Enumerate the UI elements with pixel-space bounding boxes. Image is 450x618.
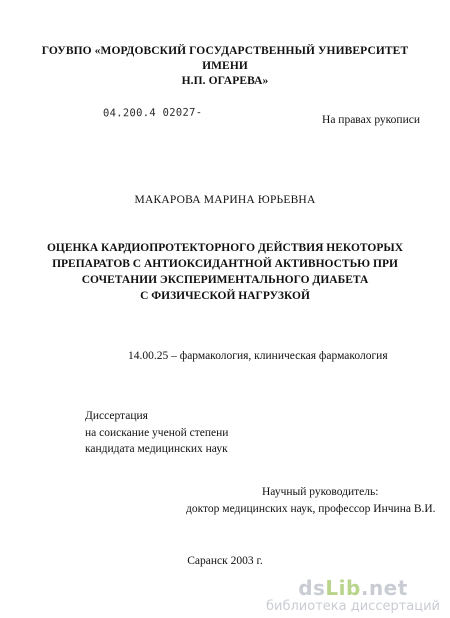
- institution-line-2: Н.П. ОГАРЕВА»: [181, 75, 269, 87]
- degree-line: Диссертация: [85, 410, 148, 422]
- library-stamp-number: 04.200.4 02027-: [102, 106, 203, 120]
- city-year: Саранск 2003 г.: [187, 555, 263, 567]
- institution-header: [20, 44, 430, 89]
- watermark-logo-lib: Lib: [325, 576, 361, 600]
- title-line: ПРЕПАРАТОВ С АНТИОКСИДАНТНОЙ АКТИВНОСТЬЮ ПРИ: [52, 258, 398, 270]
- watermark-logo-net: .net: [360, 576, 408, 600]
- degree-block: [85, 408, 228, 458]
- supervisor-name: доктор медицинских наук, профессор Инчина В.И.: [186, 503, 436, 515]
- title-line: С ФИЗИЧЕСКОЙ НАГРУЗКОЙ: [140, 290, 310, 302]
- degree-line: кандидата медицинских наук: [85, 443, 228, 455]
- specialty-code: 14.00.25 – фармакология, клиническая фармакология: [128, 350, 388, 362]
- watermark-caption: библиотека диссертаций: [266, 599, 440, 614]
- institution-line-1: ГОУВПО «МОРДОВСКИЙ ГОСУДАРСТВЕННЫЙ УНИВЕРСИТЕТ ИМЕНИ: [41, 45, 409, 72]
- watermark-logo-ds: ds: [298, 576, 326, 600]
- dissertation-title: [40, 240, 410, 304]
- manuscript-rights-note: На правах рукописи: [322, 114, 420, 126]
- degree-line: на соискание ученой степени: [85, 426, 229, 439]
- title-line: СОЧЕТАНИИ ЭКСПЕРИМЕНТАЛЬНОГО ДИАБЕТА: [81, 274, 369, 286]
- supervisor-label: Научный руководитель:: [262, 486, 379, 498]
- title-line: ОЦЕНКА КАРДИОПРОТЕКТОРНОГО ДЕЙСТВИЯ НЕКОТОРЫХ: [46, 242, 404, 254]
- watermark-logo: [266, 577, 440, 599]
- dslib-watermark: [266, 577, 440, 614]
- author-name: МАКАРОВА МАРИНА ЮРЬЕВНА: [134, 194, 316, 206]
